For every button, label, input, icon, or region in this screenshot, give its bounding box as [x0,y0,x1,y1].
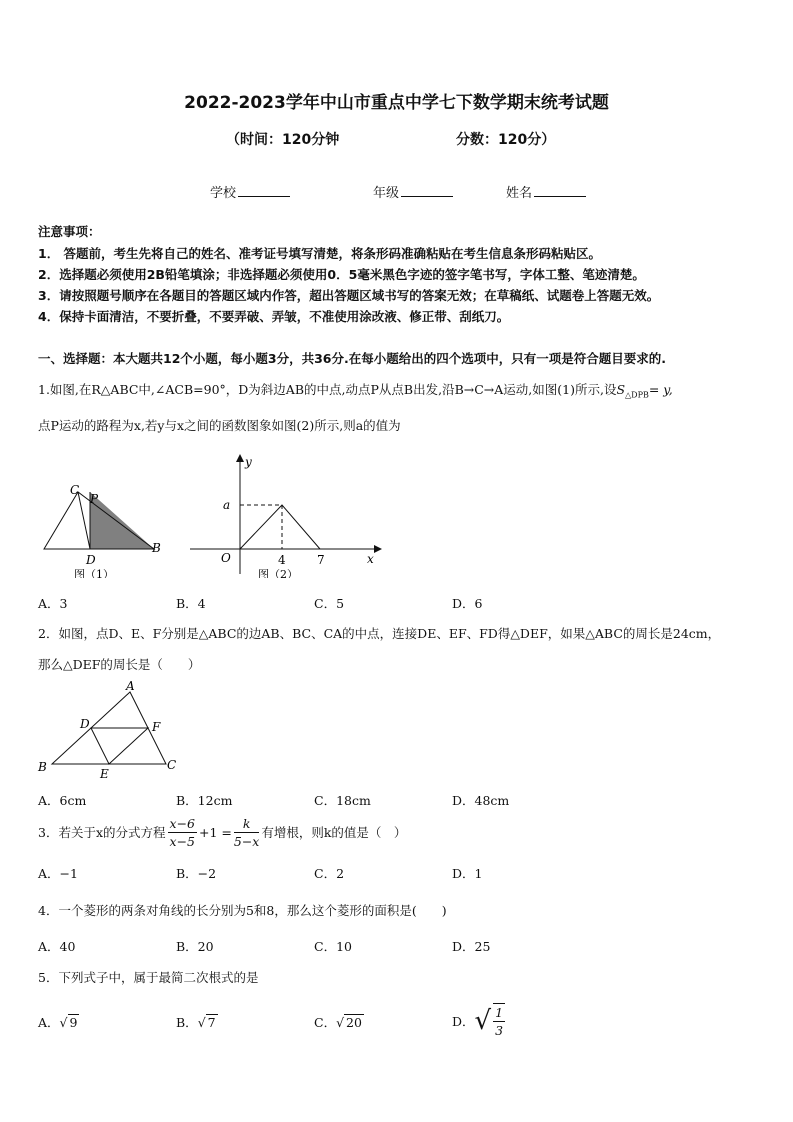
q5-option-c[interactable] [314,1013,364,1031]
q3-mid: +1 = [199,825,232,840]
q1-option-c[interactable]: C．5 [314,596,345,611]
q5-option-a[interactable] [38,1013,79,1031]
exam-score: 分数：120分） [456,132,556,148]
label-c: C [167,758,177,772]
sqrt-20: √ 20 [336,1014,362,1030]
label-x: x [367,552,374,566]
label-p: P [90,492,99,506]
q5-option-c-label: C． [314,1015,337,1030]
label-d: D [86,553,96,567]
q4-option-a[interactable]: A．40 [38,939,76,954]
label-b: B [38,760,47,774]
fig1-caption: 图（1） [74,568,114,578]
x-axis-arrow [374,545,382,553]
y-axis-arrow [236,454,244,462]
grade-field [373,182,453,201]
shaded-triangle [90,492,154,549]
fig2-caption: 图（2） [258,568,298,578]
radicand-7: 7 [207,1014,216,1030]
name-field [506,182,586,201]
q1-option-a[interactable]: A．3 [38,596,68,611]
q1-s-symbol: S [616,382,626,397]
name-blank[interactable] [534,183,586,197]
label-f: F [152,720,161,734]
q4-option-d[interactable]: D．25 [452,939,491,954]
notice-item-2: 2．选择题必须使用2B铅笔填涂；非选择题必须使用0．5毫米黑色字迹的签字笔书写，字体工整、笔迹清楚。 [38,267,645,282]
label-b: B [152,541,161,555]
tick-4: 4 [278,553,286,567]
q1-figure-2 [188,452,388,578]
q2-option-a[interactable]: A．6cm [38,793,87,808]
label-c: C [70,483,80,497]
school-blank[interactable] [238,183,290,197]
notice-item-3: 3．请按照题号顺序在各题目的答题区域内作答，超出答题区域书写的答案无效；在草稿纸、试题卷上答题无效。 [38,288,660,303]
label-e: E [100,767,109,781]
q1-text: 1.如图,在R△ABC中,∠ACB=90°，D为斜边AB的中点,动点P从点B出发,沿B→C→A运动,如图(1)所示,设 [38,382,617,397]
q1-option-b[interactable]: B．4 [176,596,206,611]
q2-figure [36,678,186,782]
radicand-9: 9 [69,1014,78,1030]
q1-option-d[interactable]: D．6 [452,596,483,611]
q1-s-eq: = y, [648,382,673,397]
q1-s-sub: △DPB [625,390,649,400]
q3-option-c[interactable]: C．2 [314,866,345,881]
q5-question: 5．下列式子中，属于最简二次根式的是 [38,970,259,985]
q3-option-a[interactable]: A．−1 [38,866,78,881]
q5-option-a-label: A． [38,1015,60,1030]
label-origin: O [221,551,231,565]
triangle-def [91,728,148,764]
q3-pre: 3．若关于x的分式方程 [38,825,166,840]
notice-item-4: 4．保持卡面清洁，不要折叠，不要弄破、弄皱，不准使用涂改液、修正带、刮纸刀。 [38,309,510,324]
d-num: 1 [495,1005,504,1020]
q3-f2-num: k [234,815,259,833]
q2-line2: 那么△DEF的周长是（ ） [38,657,201,672]
radical-sign: √ [474,1006,492,1036]
name-label: 姓名 [506,186,533,201]
q2-option-c[interactable]: C．18cm [314,793,371,808]
segment-cd [78,492,90,549]
q5-option-b-label: B． [176,1015,198,1030]
q3-fraction-2 [234,815,259,850]
q2-option-b[interactable]: B．12cm [176,793,233,808]
school-label: 学校 [210,186,237,201]
q5-option-d[interactable] [452,1003,507,1039]
q3-question [38,815,406,850]
q3-f1-den: x−5 [169,834,195,849]
q4-option-c[interactable]: C．10 [314,939,352,954]
q3-option-b[interactable]: B．−2 [176,866,217,881]
q5-option-b[interactable] [176,1013,218,1031]
q4-option-b[interactable]: B．20 [176,939,214,954]
sqrt-7: √ 7 [197,1014,216,1030]
page-title: 2022-2023学年中山市重点中学七下数学期末统考试题 [184,93,609,113]
notice-heading: 注意事项： [38,224,101,239]
q1-line1 [38,380,673,400]
radicand-20: 20 [346,1014,362,1030]
q3-f2-den: 5−x [233,834,260,849]
grade-label: 年级 [373,186,400,201]
label-a: a [223,498,231,512]
one-third-fraction [493,1003,505,1039]
exam-time: （时间：120分钟 [226,132,340,148]
q5-option-d-label: D． [452,1014,475,1029]
q3-option-d[interactable]: D．1 [452,866,483,881]
section-heading: 一、选择题：本大题共12个小题，每小题3分，共36分.在每小题给出的四个选项中，只有一项是符合题目要求的. [38,351,666,366]
grade-blank[interactable] [401,183,453,197]
label-d: D [80,717,90,731]
q1-line2: 点P运动的路程为x,若y与x之间的函数图象如图(2)所示,则a的值为 [38,418,401,433]
label-y: y [245,455,252,469]
q3-f1-num: x−6 [169,816,195,831]
sqrt-one-third [475,1003,508,1039]
function-graph [240,505,320,549]
label-a: A [126,679,135,693]
q2-option-d[interactable]: D．48cm [452,793,510,808]
d-den: 3 [495,1023,504,1038]
sqrt-9: √ 9 [59,1014,78,1030]
notice-item-1: 1． 答题前，考生先将自己的姓名、准考证号填写清楚，将条形码准确粘贴在考生信息条形码粘贴区。 [38,246,602,261]
q1-figure-1 [38,478,178,578]
q2-line1: 2．如图，点D、E、F分别是△ABC的边AB、BC、CA的中点，连接DE、EF、FD得△DEF，如果△ABC的周长是24cm， [38,626,721,641]
q3-fraction-1 [168,815,197,850]
q3-post: 有增根，则k的值是（ ） [261,825,407,840]
q4-question: 4．一个菱形的两条对角线的长分别为5和8，那么这个菱形的面积是( ) [38,903,447,918]
tick-7: 7 [317,553,325,567]
school-field [210,182,290,201]
